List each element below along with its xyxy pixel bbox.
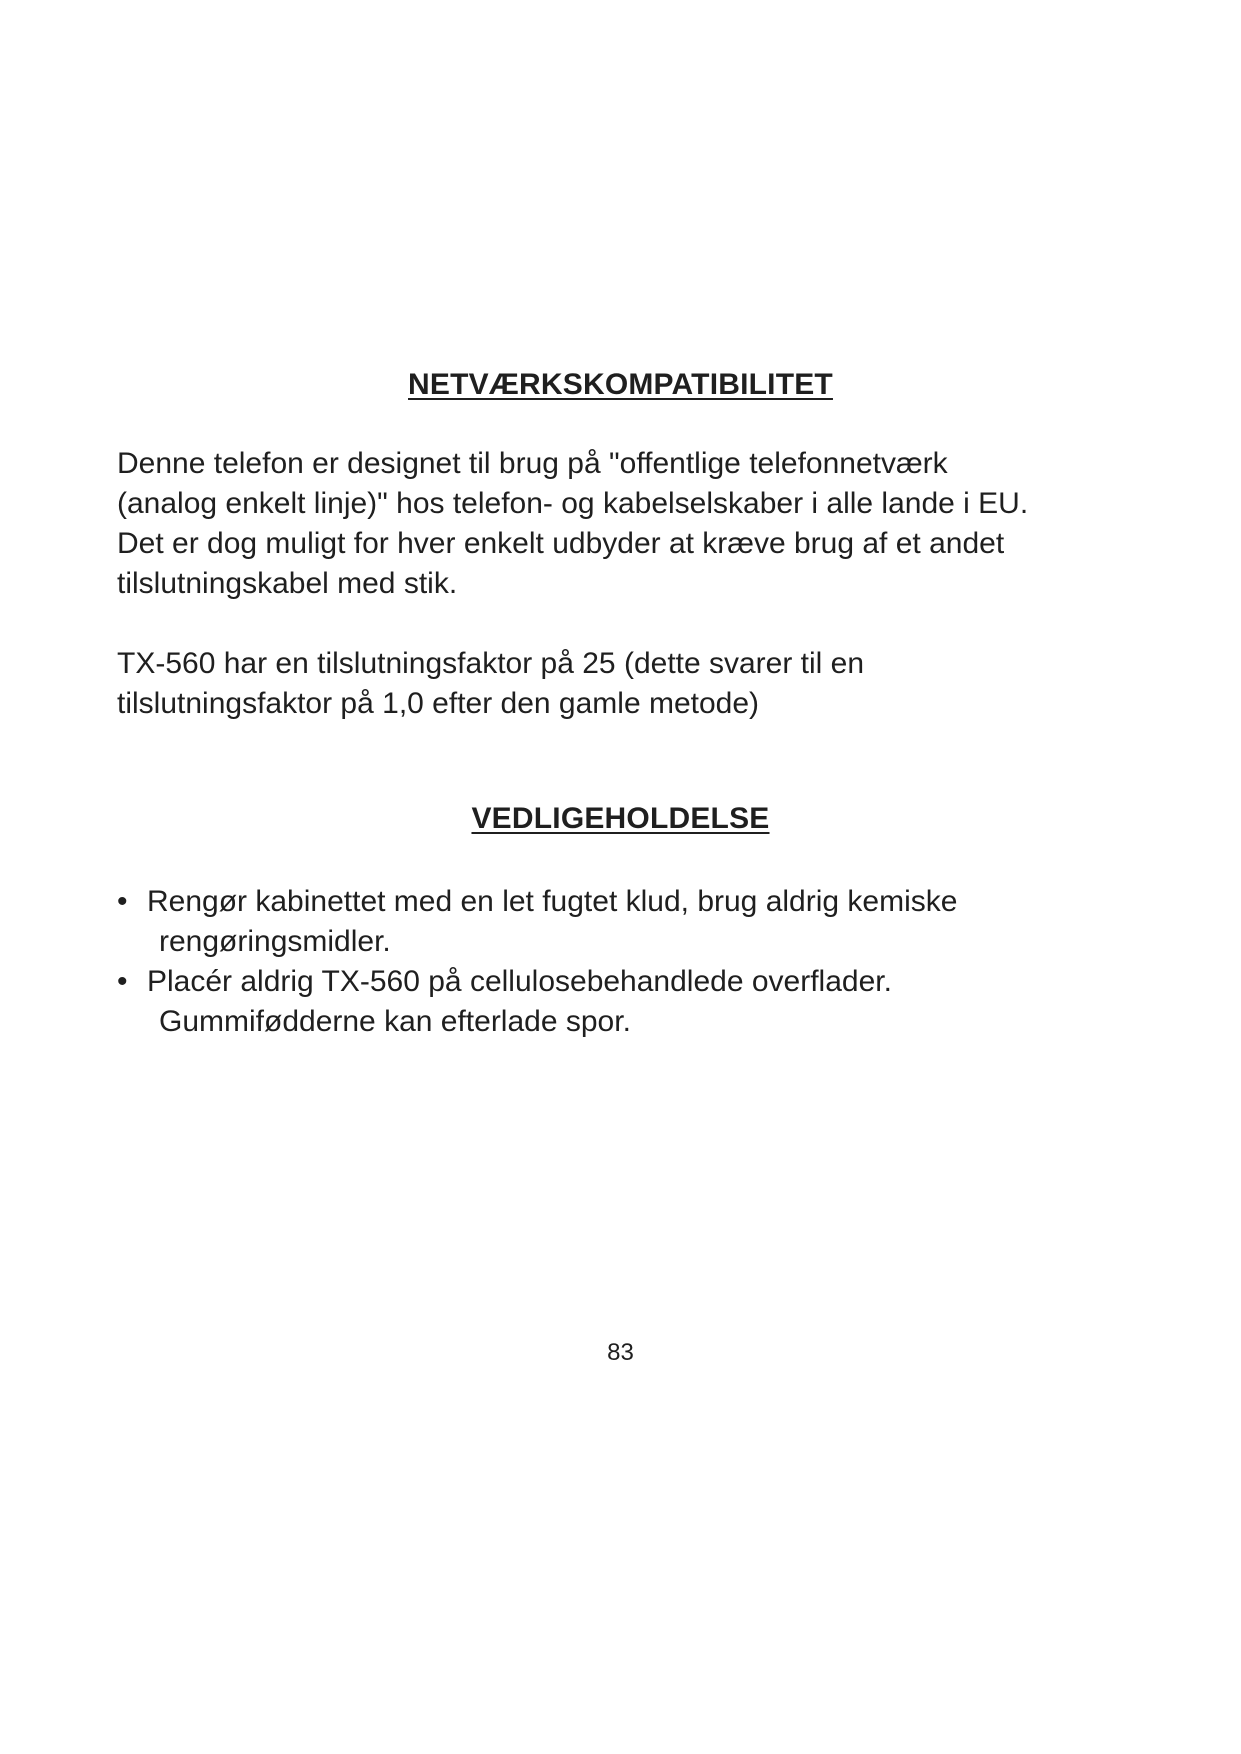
page-number: 83 xyxy=(607,1339,634,1366)
paragraph-connection-factor xyxy=(117,644,1197,724)
text-line: Det er dog muligt for hver enkelt udbyder at kræve brug af et andet xyxy=(117,527,1005,560)
list-item xyxy=(117,882,1197,962)
text-line: Gummifødderne kan efterlade spor. xyxy=(159,1005,631,1038)
section-heading-network-compatibility: NETVÆRKSKOMPATIBILITET xyxy=(408,368,833,401)
text-line: tilslutningskabel med stik. xyxy=(117,567,458,600)
bullet-icon: • xyxy=(117,885,128,918)
text-line: Placér aldrig TX-560 på cellulosebehandlede overflader. xyxy=(147,965,892,998)
maintenance-list xyxy=(117,882,1197,1042)
text-line: TX-560 har en tilslutningsfaktor på 25 (dette svarer til en xyxy=(117,647,865,680)
text-line: (analog enkelt linje)" hos telefon- og kabelselskaber i alle lande i EU. xyxy=(117,487,1029,520)
text-line: Rengør kabinettet med en let fugtet klud, brug aldrig kemiske xyxy=(147,885,958,918)
paragraph-network-description xyxy=(117,444,1197,604)
section-heading-maintenance: VEDLIGEHOLDELSE xyxy=(471,802,770,835)
text-line: tilslutningsfaktor på 1,0 efter den gamle metode) xyxy=(117,687,760,720)
text-line: Denne telefon er designet til brug på "offentlige telefonnetværk xyxy=(117,447,948,480)
list-item xyxy=(117,962,1197,1042)
text-line: rengøringsmidler. xyxy=(159,925,391,958)
bullet-icon: • xyxy=(117,965,128,998)
